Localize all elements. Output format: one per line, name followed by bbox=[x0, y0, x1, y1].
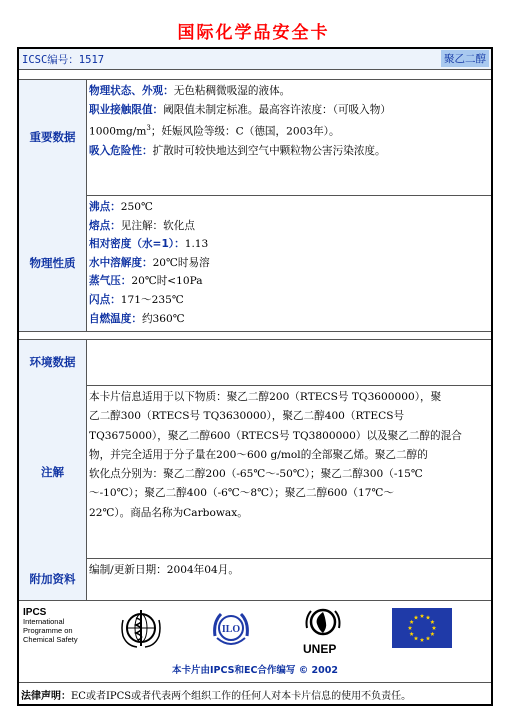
icsc-number bbox=[22, 52, 104, 67]
ilo-text: ILO bbox=[221, 624, 241, 635]
exposure-limit-value-3: ；妊娠风险等级：C（德国，2003年）。 bbox=[150, 125, 340, 138]
legal-disclaimer bbox=[19, 684, 491, 704]
property-key: 沸点： bbox=[89, 201, 121, 213]
ipcs-line: Chemical Safety bbox=[23, 635, 78, 644]
property-item bbox=[89, 235, 487, 254]
property-value: 20℃时易溶 bbox=[152, 256, 210, 269]
notes-line: TQ3675000），聚乙二醇600（RTECS号 TQ3800000）以及聚乙二醇的混合 bbox=[89, 429, 462, 442]
card-title: 国际化学品安全卡 bbox=[177, 23, 330, 43]
ipcs-line: Programme on bbox=[23, 626, 73, 635]
legal-key: 法律声明： bbox=[21, 691, 71, 702]
inhalation-value: 扩散时可较快地达到空气中颗粒物公害污染浓度。 bbox=[152, 144, 386, 157]
notes-line: 乙二醇300（RTECS号 TQ3630000），聚乙二醇400（RTECS号 bbox=[89, 410, 405, 423]
exposure-limit-value: 阈限值未制定标准。最高容许浓度：（可吸入物） bbox=[163, 103, 391, 116]
icsc-header bbox=[19, 49, 491, 69]
icsc-number-value: 1517 bbox=[78, 54, 105, 66]
property-item bbox=[89, 291, 487, 310]
property-key: 蒸气压： bbox=[89, 275, 132, 288]
label-important-data: 重要数据 bbox=[19, 79, 87, 195]
property-key: 闪点： bbox=[89, 293, 121, 306]
unep-text: UNEP bbox=[303, 642, 337, 656]
safety-card bbox=[17, 47, 493, 706]
inhalation-key: 吸入危险性： bbox=[89, 144, 153, 157]
important-data-content bbox=[87, 79, 491, 195]
label-notes: 注解 bbox=[19, 385, 87, 558]
who-emblem-icon bbox=[119, 606, 163, 650]
label-environment-data: 环境数据 bbox=[19, 339, 87, 385]
property-key: 自燃温度： bbox=[89, 312, 142, 325]
exposure-limit-value-2: 1000mg/m bbox=[89, 125, 147, 138]
property-key: 熔点： bbox=[89, 219, 121, 232]
credit-line: 本卡片由IPCS和EC合作编写 © 2002 bbox=[171, 665, 338, 676]
legal-text: EC或者IPCS或者代表两个组织工作的任何人对本卡片信息的使用不负责任。 bbox=[71, 691, 412, 702]
icsc-label: ICSC编号： bbox=[22, 54, 79, 66]
eu-flag-icon bbox=[392, 608, 452, 648]
property-value: 见注解：软化点 bbox=[120, 219, 195, 232]
property-item bbox=[89, 254, 487, 273]
environment-data-content bbox=[87, 339, 491, 385]
property-value: 约360℃ bbox=[141, 312, 185, 325]
logo-bar bbox=[19, 602, 491, 682]
exposure-limit-key: 职业接触限值： bbox=[89, 103, 164, 116]
property-value: 1.13 bbox=[184, 238, 209, 251]
property-value: 171～235℃ bbox=[120, 293, 184, 306]
label-physical-properties: 物理性质 bbox=[19, 195, 87, 331]
property-item bbox=[89, 217, 487, 236]
notes-line: 本卡片信息适用于以下物质：聚乙二醇200（RTECS号 TQ3600000），聚 bbox=[89, 391, 442, 403]
additional-info-content: 编制/更新日期：2004年04月。 bbox=[89, 564, 239, 576]
property-value: 250℃ bbox=[120, 201, 153, 213]
ipcs-title: IPCS bbox=[23, 607, 47, 618]
notes-line: 物，并完全适用于分子量在200～600 g/mol的全部聚乙烯。聚乙二醇的 bbox=[89, 448, 428, 461]
ipcs-logo bbox=[23, 608, 78, 644]
notes-line: 软化点分别为：聚乙二醇200（-65℃～-50℃）；聚乙二醇300（-15℃ bbox=[89, 468, 423, 481]
label-additional-info: 附加资料 bbox=[19, 558, 87, 600]
property-value: 20℃时<10Pa bbox=[131, 275, 203, 288]
notes-line: 22℃）。商品名称为Carbowax。 bbox=[89, 506, 248, 519]
property-item bbox=[89, 198, 487, 217]
property-item bbox=[89, 272, 487, 291]
physical-state-value: 无色粘稠微吸湿的液体。 bbox=[173, 85, 291, 97]
notes-line: ～-10℃）；聚乙二醇400（-6℃～8℃）；聚乙二醇600（17℃～ bbox=[89, 487, 394, 500]
unep-emblem-icon bbox=[301, 606, 345, 642]
notes-content bbox=[87, 385, 491, 558]
property-key: 水中溶解度： bbox=[89, 256, 153, 269]
ipcs-line: International bbox=[23, 617, 65, 626]
chemical-name[interactable]: 聚乙二醇 bbox=[441, 50, 489, 67]
exposure-limit-sup: 3 bbox=[146, 124, 151, 133]
physical-properties-content bbox=[87, 195, 491, 331]
physical-state-key: 物理状态、外观： bbox=[89, 85, 174, 97]
ilo-emblem-icon bbox=[209, 606, 253, 652]
property-key: 相对密度（水=1）： bbox=[89, 238, 185, 251]
property-item bbox=[89, 310, 487, 329]
